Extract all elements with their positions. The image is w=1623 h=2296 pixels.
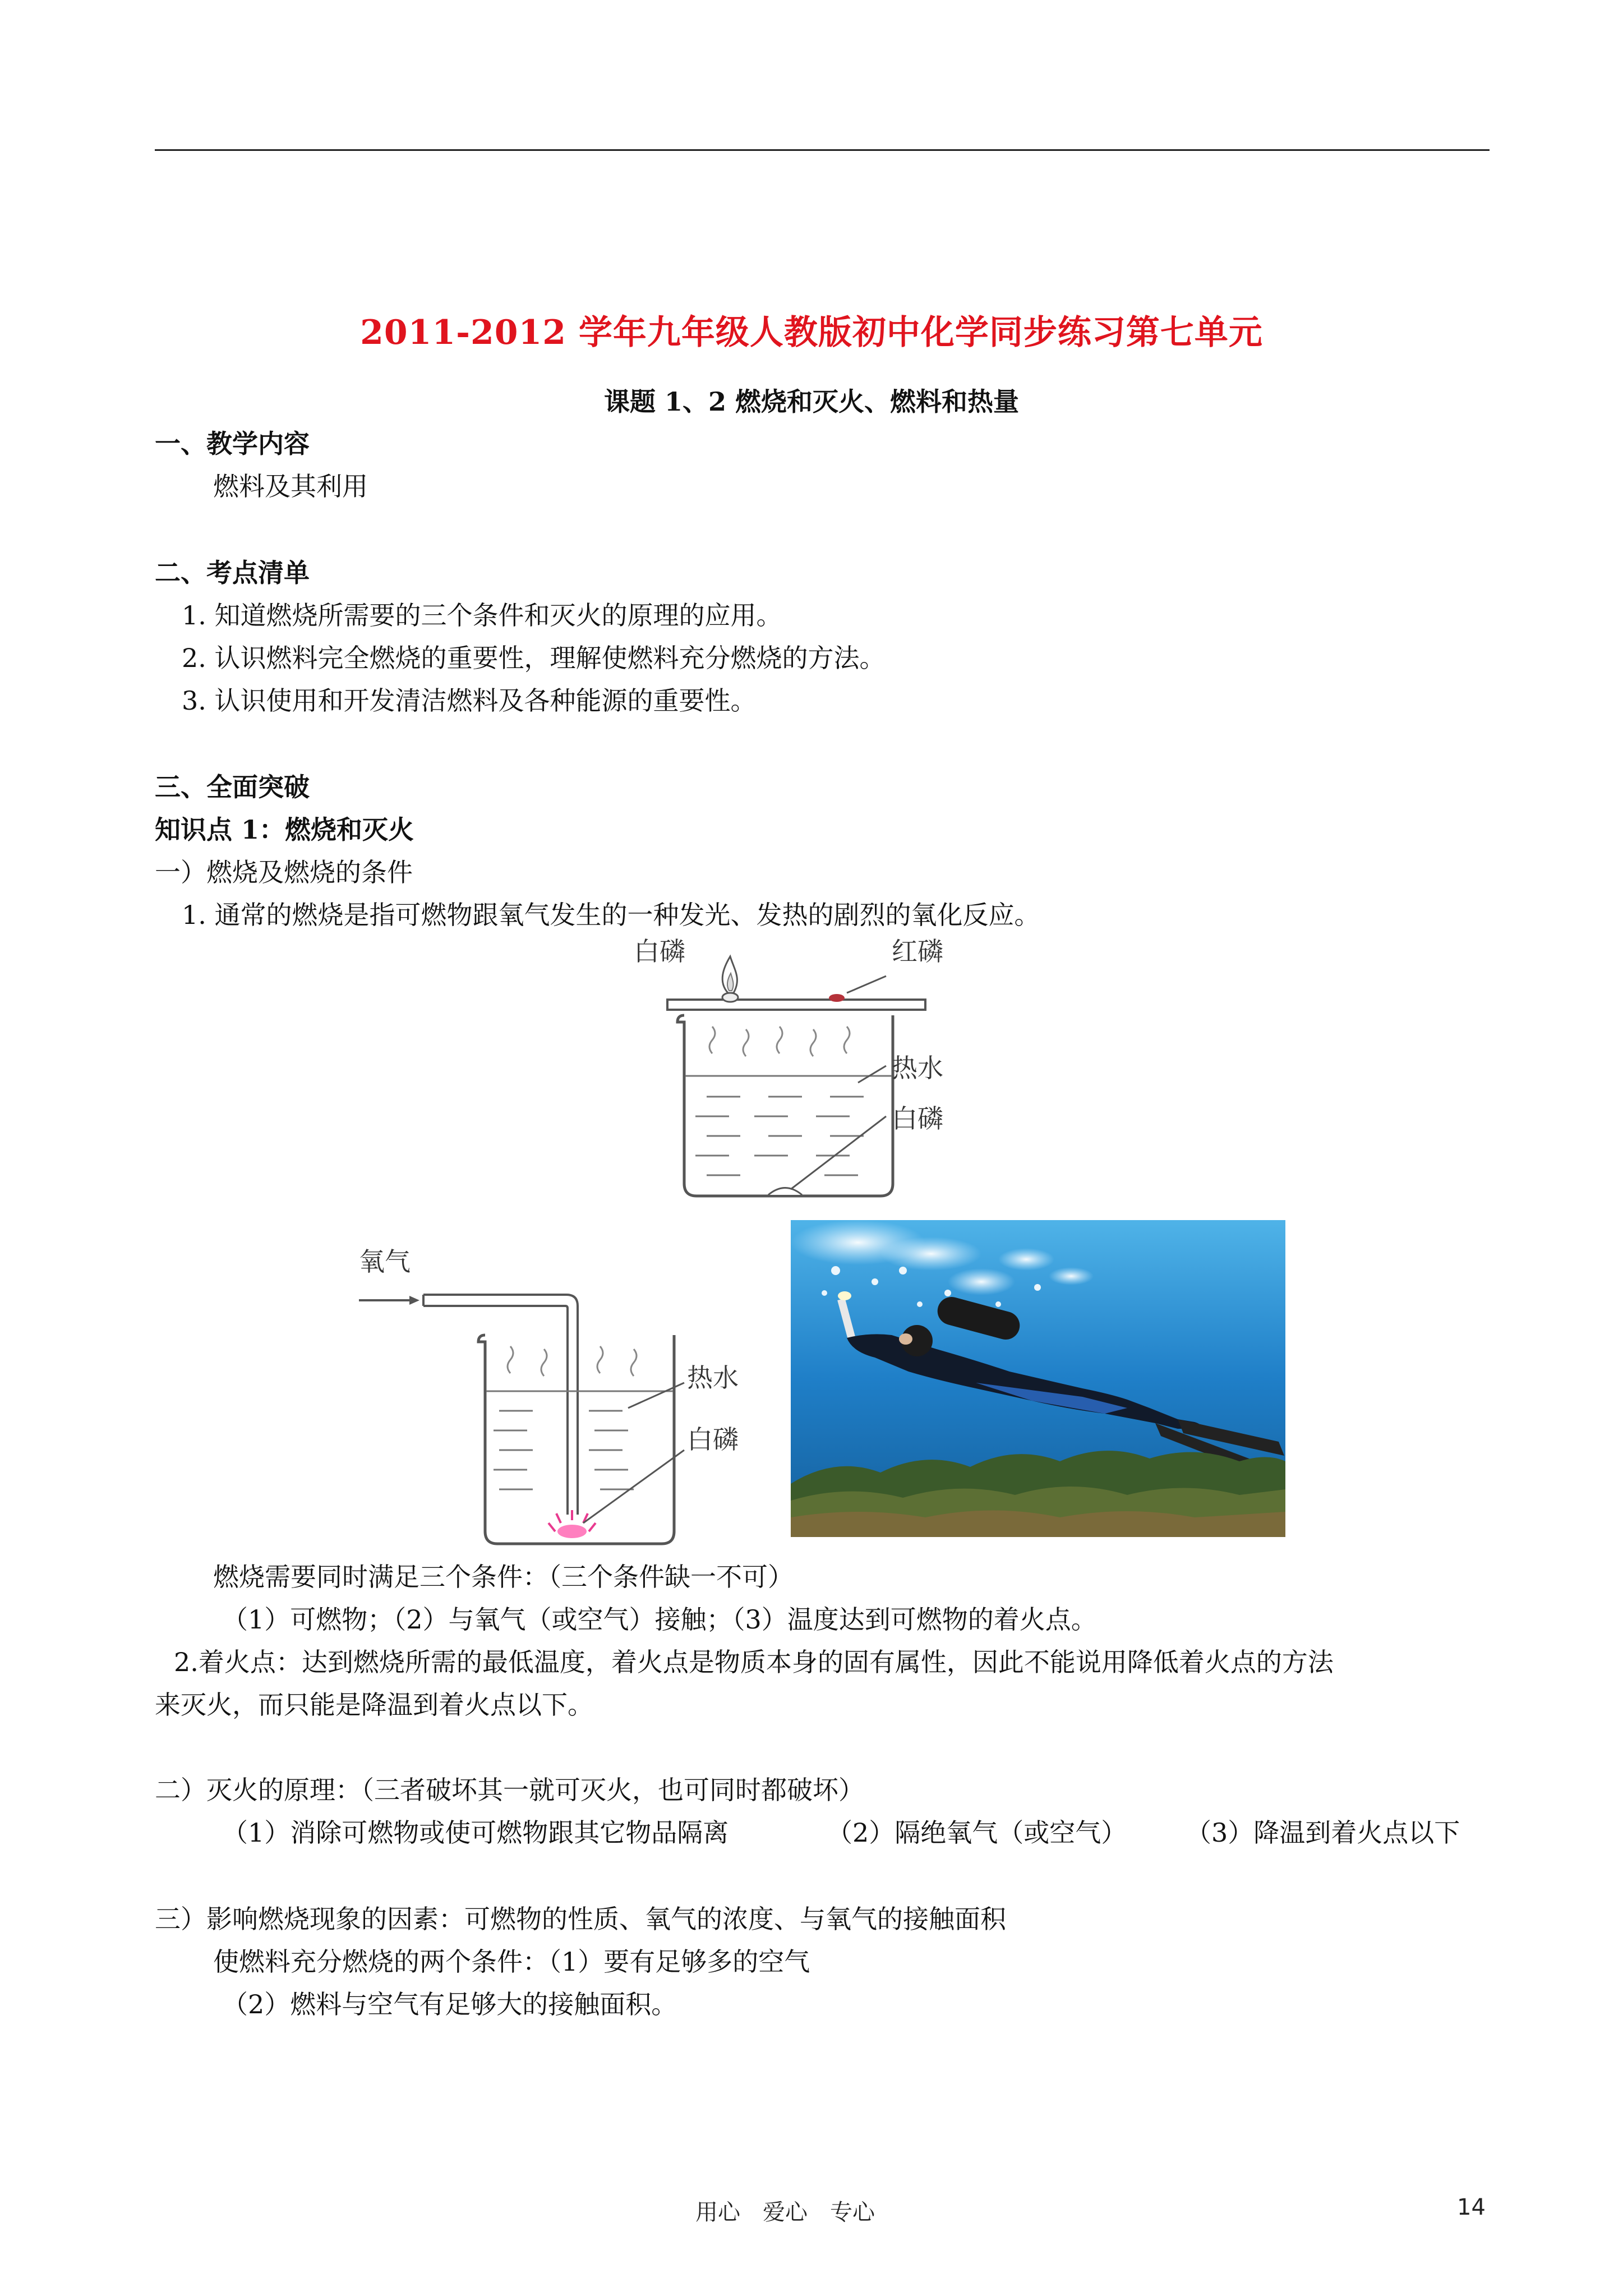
label-white-phosphorus-top: 白磷 <box>634 937 685 967</box>
label-white-phosphorus-bottom: 白磷 <box>892 1103 943 1134</box>
footer-text: 用心 爱心 专心 <box>695 2200 875 2225</box>
item-1: 1. 通常的燃烧是指可燃物跟氧气发生的一种发光、发热的剧烈的氧化反应。 <box>182 900 1040 930</box>
subsection-1: 一）燃烧及燃烧的条件 <box>155 857 413 887</box>
item-2-line-1: 2.着火点：达到燃烧所需的最低温度，着火点是物质本身的固有属性，因此不能说用降低着火点的方法 <box>174 1647 1334 1677</box>
subsection-3-line-2: 使燃料充分燃烧的两个条件：（1）要有足够多的空气 <box>213 1947 810 1977</box>
extinguish-method-1: （1）消除可燃物或使可燃物跟其它物品隔离 <box>222 1818 729 1848</box>
page-number: 14 <box>1457 2194 1486 2220</box>
label-oxygen: 氧气 <box>359 1246 411 1277</box>
section1-heading: 一、教学内容 <box>155 429 310 459</box>
extinguish-method-3: （3）降温到着火点以下 <box>1186 1818 1460 1848</box>
section3-heading: 三、全面突破 <box>155 772 310 802</box>
subsection-3: 三）影响燃烧现象的因素：可燃物的性质、氧气的浓度、与氧气的接触面积 <box>155 1904 1006 1934</box>
beaker-diagram-2 <box>348 1240 774 1554</box>
list-item: 1. 知道燃烧所需要的三个条件和灭火的原理的应用。 <box>182 600 782 631</box>
subsection-3-line-3: （2）燃料与空气有足够大的接触面积。 <box>222 1989 677 2019</box>
document-title: 2011-2012 学年九年级人教版初中化学同步练习第七单元 <box>360 313 1263 352</box>
section2-heading: 二、考点清单 <box>155 558 310 588</box>
label-hot-water: 热水 <box>892 1053 943 1083</box>
subsection-2: 二）灭火的原理：（三者破坏其一就可灭火，也可同时都破坏） <box>155 1775 864 1805</box>
section1-text: 燃料及其利用 <box>213 471 368 501</box>
list-item: 3. 认识使用和开发清洁燃料及各种能源的重要性。 <box>182 685 757 716</box>
conditions-list: （1）可燃物；（2）与氧气（或空气）接触；（3）温度达到可燃物的着火点。 <box>222 1604 1097 1635</box>
list-item: 2. 认识燃料完全燃烧的重要性，理解使燃料充分燃烧的方法。 <box>182 643 886 673</box>
label-hot-water-2: 热水 <box>687 1363 739 1393</box>
underwater-diver-photo <box>791 1220 1285 1537</box>
label-white-phosphorus-2: 白磷 <box>687 1424 739 1455</box>
extinguish-method-2: （2）隔绝氧气（或空气） <box>827 1818 1127 1848</box>
document-subtitle: 课题 1、2 燃烧和灭火、燃料和热量 <box>603 386 1020 417</box>
knowledge-point-1: 知识点 1：燃烧和灭火 <box>155 815 414 845</box>
beaker-diagram-1 <box>634 937 1038 1206</box>
label-red-phosphorus: 红磷 <box>892 937 943 967</box>
conditions-intro: 燃烧需要同时满足三个条件：（三个条件缺一不可） <box>213 1562 794 1592</box>
item-2-line-2: 来灭火，而只能是降温到着火点以下。 <box>155 1690 593 1720</box>
header-rule <box>155 149 1490 151</box>
